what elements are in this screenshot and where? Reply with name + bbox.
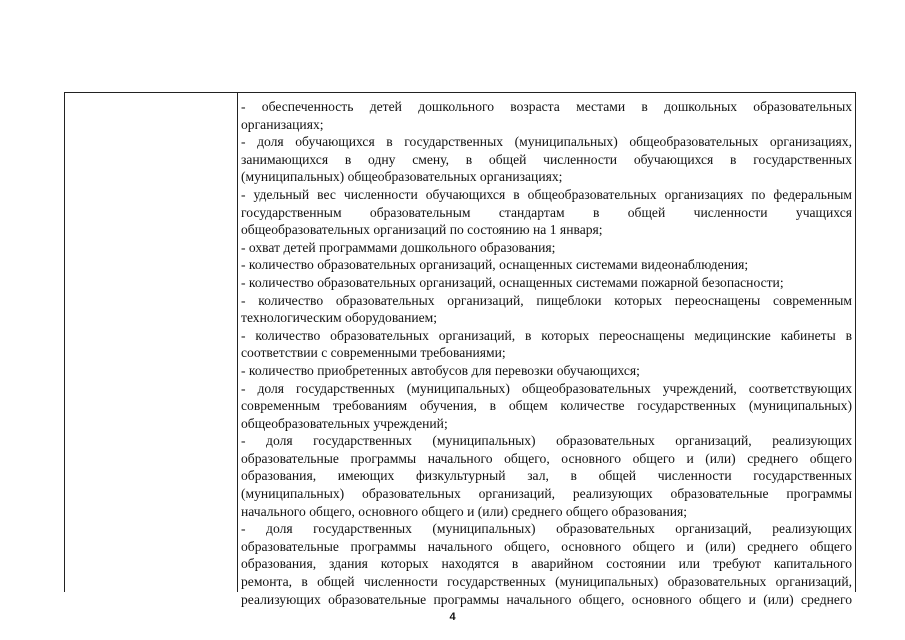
text-line: образования, здания которых находятся в аварийном состоянии или требуют капитального [241,556,852,572]
page-number: 4 [449,611,456,623]
text-line: реализующих образовательные программы начального общего, основного общего и (или) среднего [241,591,852,607]
table-left-cell [65,93,238,592]
text-line: начального общего, основного общего и (или) среднего общего образования; [241,503,688,519]
text-line: образовательные программы начального общего, основного общего и (или) среднего общего [241,450,852,466]
text-line: образования, имеющих физкультурный зал, в общей численности государственных [241,468,852,484]
text-line: - доля государственных (муниципальных) образовательных организаций, реализующих [241,433,852,449]
indicators-table [64,92,856,607]
table-right-cell [238,93,855,607]
text-line: - доля государственных (муниципальных) общеобразовательных учреждений, соответствующих [241,380,852,396]
text-line: - доля государственных (муниципальных) образовательных организаций, реализующих [241,521,852,537]
text-line: - удельный вес численности обучающихся в общеобразовательных организациях по федеральным [241,186,852,202]
text-line: занимающихся в одну смену, в общей численности обучающихся в государственных [241,151,852,167]
text-line: ремонта, в общей численности государственных (муниципальных) образовательных организаций, [241,574,852,590]
text-line: соответствии с современными требованиями; [241,345,506,361]
text-line: общеобразовательных организаций по состоянию на 1 января; [241,222,603,238]
text-line: - охват детей программами дошкольного образования; [241,239,556,255]
text-line: общеобразовательных учреждений; [241,415,448,431]
text-line: - количество приобретенных автобусов для перевозки обучающихся; [241,362,640,378]
text-line: - количество образовательных организаций, оснащенных системами видеонаблюдения; [241,257,749,273]
text-line: современным требованиям обучения, в общем количестве государственных (муниципальных) [241,398,852,414]
text-line: - количество образовательных организаций, пищеблоки которых переоснащены современным [241,292,852,308]
text-line: (муниципальных) образовательных организаций, реализующих образовательные программы [241,486,852,502]
text-line: образовательные программы начального общего, основного общего и (или) среднего общего [241,538,852,554]
text-line: организациях; [241,116,324,132]
text-line: - количество образовательных организаций, оснащенных системами пожарной безопасности; [241,274,784,290]
text-line: - количество образовательных организаций, в которых переоснащены медицинские кабинеты в [241,327,852,343]
text-line: технологическим оборудованием; [241,310,438,326]
text-line: - доля обучающихся в государственных (муниципальных) общеобразовательных организациях, [241,134,852,150]
text-line: (муниципальных) общеобразовательных организациях; [241,169,563,185]
text-line: - обеспеченность детей дошкольного возраста местами в дошкольных образовательных [241,99,852,114]
text-line: государственным образовательным стандартам в общей численности учащихся [241,204,852,220]
